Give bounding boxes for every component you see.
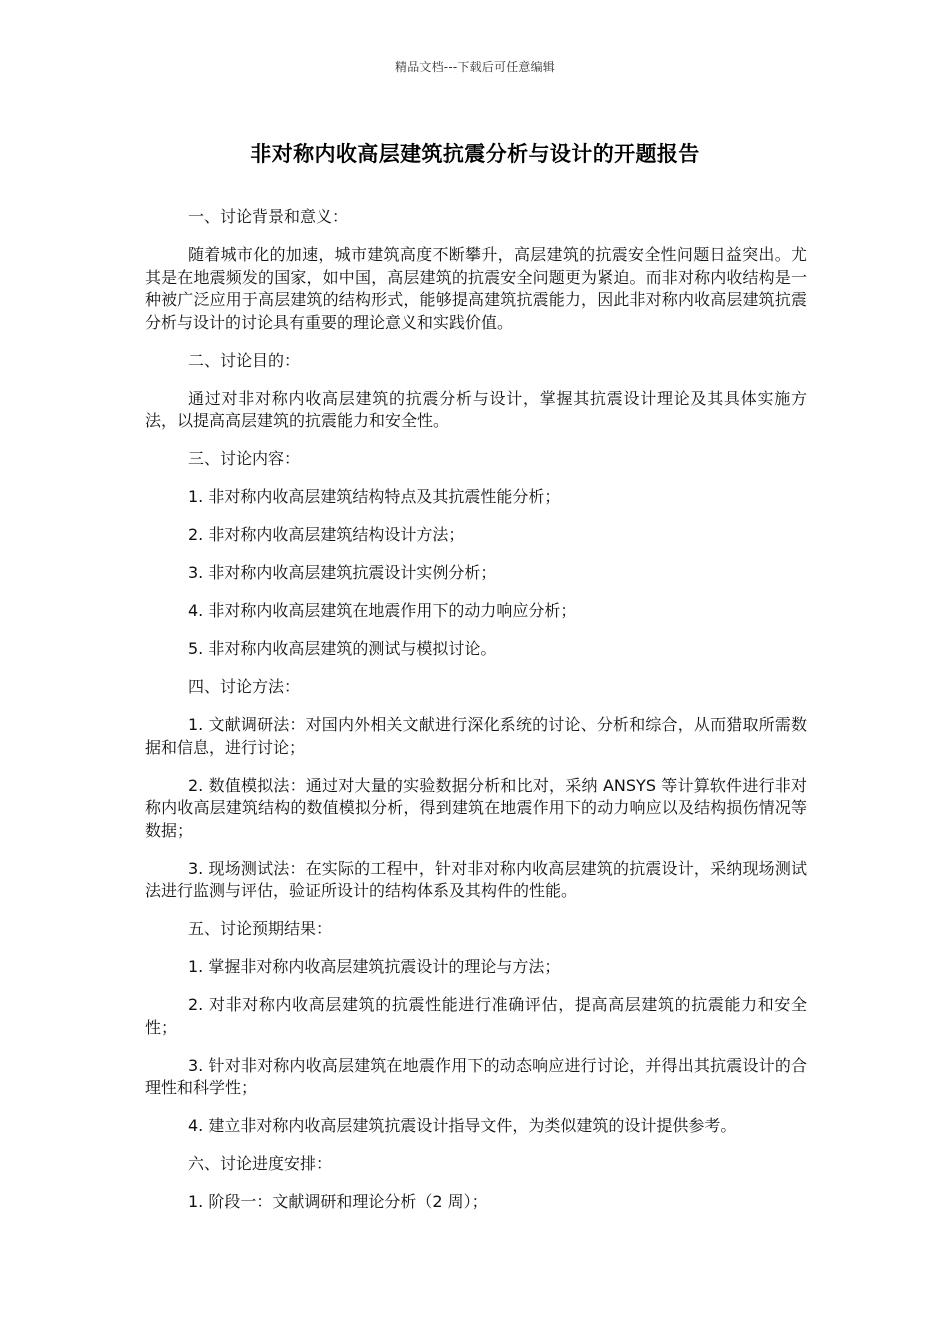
section-heading-content: 三、讨论内容： (188, 449, 301, 468)
section-heading-schedule: 六、讨论进度安排： (188, 1154, 333, 1173)
list-item-result-1: 1. 掌握非对称内收高层建筑抗震设计的理论与方法； (188, 957, 561, 976)
section-heading-background: 一、讨论背景和意义： (188, 207, 349, 226)
section-heading-purpose: 二、讨论目的： (188, 350, 301, 370)
document-body (145, 206, 807, 1229)
list-item-content-2: 2. 非对称内收高层建筑结构设计方法； (188, 525, 465, 544)
list-item-method-3: 3. 现场测试法：在实际的工程中，针对非对称内收高层建筑的抗震设计，采纳现场测试法进行监测与评估，验证所设计的结构体系及其构件的性能。 (145, 858, 807, 900)
list-item-result-3: 3. 针对非对称内收高层建筑在地震作用下的动态响应进行讨论，并得出其抗震设计的合理性和科学性； (145, 1055, 807, 1097)
list-item-result-4: 4. 建立非对称内收高层建筑抗震设计指导文件，为类似建筑的设计提供参考。 (188, 1116, 737, 1135)
section-heading-results: 五、讨论预期结果： (188, 919, 333, 938)
list-item-content-5: 5. 非对称内收高层建筑的测试与模拟讨论。 (188, 639, 497, 658)
section-heading-methods: 四、讨论方法： (188, 677, 301, 696)
header-note: 精品文档---下载后可任意编辑 (395, 60, 555, 74)
paragraph-purpose: 通过对非对称内收高层建筑的抗震分析与设计，掌握其抗震设计理论及其具体实施方法，以提高高层建筑的抗震能力和安全性。 (145, 388, 807, 430)
list-item-method-1: 1. 文献调研法：对国内外相关文献进行深化系统的讨论、分析和综合，从而猎取所需数据和信息，进行讨论； (145, 715, 807, 757)
list-item-content-3: 3. 非对称内收高层建筑抗震设计实例分析； (188, 563, 497, 582)
document-title: 非对称内收高层建筑抗震分析与设计的开题报告 (250, 142, 700, 166)
list-item-content-1: 1. 非对称内收高层建筑结构特点及其抗震性能分析； (188, 487, 561, 506)
paragraph-background: 随着城市化的加速，城市建筑高度不断攀升，高层建筑的抗震安全性问题日益突出。尤其是在地震频发的国家，如中国，高层建筑的抗震安全问题更为紧迫。而非对称内收结构是一种被广泛应用于高层建筑的结构形式，能够提高建筑抗震能力，因此非对称内收高层建筑抗震分析与设计的讨论具有重要的理论意义和实践价值。 (145, 245, 807, 332)
list-item-method-2: 2. 数值模拟法：通过对大量的实验数据分析和比对，采纳 ANSYS 等计算软件进行非对称内收高层建筑结构的数值模拟分析，得到建筑在地震作用下的动力响应以及结构损伤情况等数据； (145, 775, 807, 840)
list-item-content-4: 4. 非对称内收高层建筑在地震作用下的动力响应分析； (188, 601, 577, 620)
list-item-result-2: 2. 对非对称内收高层建筑的抗震性能进行准确评估，提高高层建筑的抗震能力和安全性； (145, 995, 807, 1037)
list-item-schedule-1: 1. 阶段一：文献调研和理论分析（2 周）； (188, 1192, 488, 1211)
